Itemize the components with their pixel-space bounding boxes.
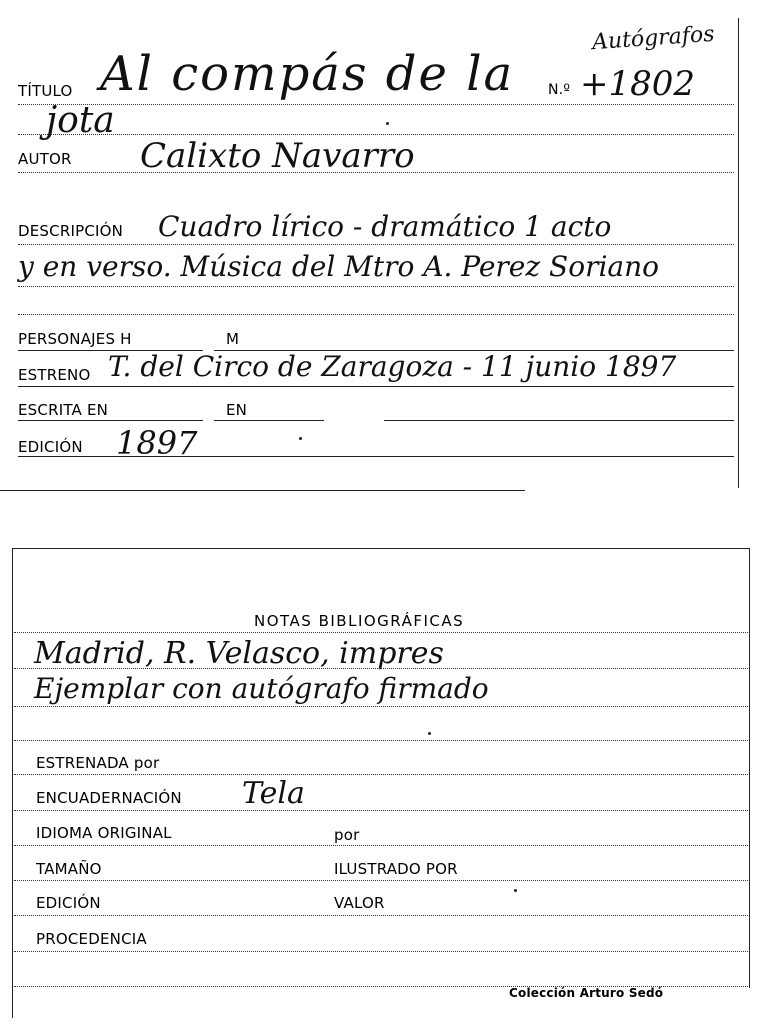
descripcion-line2: y en verso. Música del Mtro A. Perez Soriano bbox=[18, 250, 659, 283]
escrita-en-label: ESCRITA EN bbox=[18, 401, 109, 419]
estreno-value: T. del Circo de Zaragoza - 11 junio 1897 bbox=[108, 350, 677, 383]
notas-line2: Ejemplar con autógrafo firmado bbox=[34, 672, 489, 705]
tamano-label: TAMAÑO bbox=[36, 860, 102, 878]
card-border-right bbox=[749, 548, 750, 988]
idioma-rule bbox=[14, 845, 748, 846]
titulo-rule bbox=[18, 104, 734, 105]
edicion-value: 1897 bbox=[116, 424, 198, 462]
escrita-en-rule bbox=[18, 420, 203, 421]
card-border-left bbox=[12, 548, 13, 1018]
autor-value: Calixto Navarro bbox=[140, 136, 415, 176]
ilustrado-por-label: ILUSTRADO POR bbox=[334, 860, 458, 878]
notas-rule bbox=[14, 632, 748, 633]
escrita-en-second-label: EN bbox=[226, 401, 248, 419]
estrenada-rule bbox=[14, 774, 748, 775]
ink-speck bbox=[299, 437, 302, 440]
personajes-label: PERSONAJES H bbox=[18, 330, 132, 348]
estreno-label: ESTRENO bbox=[18, 366, 91, 384]
notas-rule-4 bbox=[14, 740, 748, 741]
ink-speck bbox=[428, 732, 431, 735]
escrita-en-third-rule bbox=[384, 420, 734, 421]
ink-speck bbox=[514, 889, 517, 892]
edicion-label: EDICIÓN bbox=[18, 438, 83, 456]
descripcion-line1: Cuadro lírico - dramático 1 acto bbox=[158, 210, 612, 243]
edicion-rule bbox=[18, 456, 734, 457]
encuadernacion-rule bbox=[14, 810, 748, 811]
descripcion-rule bbox=[18, 244, 734, 245]
titulo-value-continued: jota bbox=[46, 100, 115, 141]
notas-heading: NOTAS BIBLIOGRÁFICAS bbox=[254, 612, 465, 630]
annotation-autografos: Autógrafos bbox=[591, 21, 716, 56]
card-border-right bbox=[738, 18, 739, 488]
notas-rule-2 bbox=[14, 668, 748, 669]
edicion-bottom-rule bbox=[14, 915, 748, 916]
autor-label: AUTOR bbox=[18, 150, 72, 168]
encuadernacion-value: Tela bbox=[242, 776, 305, 811]
estrenada-por-label: ESTRENADA por bbox=[36, 754, 160, 772]
titulo-label: TÍTULO bbox=[18, 82, 73, 100]
notas-rule-3 bbox=[14, 706, 748, 707]
estreno-rule bbox=[18, 386, 734, 387]
collection-footer: Colección Arturo Sedó bbox=[509, 986, 664, 1000]
titulo-rule-2 bbox=[18, 134, 734, 135]
edicion-bottom-label: EDICIÓN bbox=[36, 894, 101, 912]
personajes-m-label: M bbox=[226, 330, 240, 348]
valor-label: VALOR bbox=[334, 894, 385, 912]
card-top-edge bbox=[12, 548, 750, 549]
number-label: N.º bbox=[548, 82, 571, 98]
descripcion-label: DESCRIPCIÓN bbox=[18, 222, 124, 240]
escrita-en-second-rule bbox=[214, 420, 324, 421]
card-bottom-edge bbox=[0, 490, 525, 491]
procedencia-rule bbox=[14, 951, 748, 952]
descripcion-rule-3 bbox=[18, 314, 734, 315]
titulo-value: Al compás de la bbox=[100, 46, 515, 102]
ink-speck bbox=[386, 122, 389, 125]
encuadernacion-label: ENCUADERNACIÓN bbox=[36, 789, 182, 807]
notas-line1: Madrid, R. Velasco, impres bbox=[34, 636, 444, 671]
descripcion-rule-2 bbox=[18, 286, 734, 287]
idioma-por-label: por bbox=[334, 826, 360, 844]
procedencia-label: PROCEDENCIA bbox=[36, 930, 147, 948]
tamano-rule bbox=[14, 880, 748, 881]
autor-rule bbox=[18, 172, 734, 173]
catalog-number: +1802 bbox=[580, 64, 696, 104]
idioma-original-label: IDIOMA ORIGINAL bbox=[36, 824, 172, 842]
